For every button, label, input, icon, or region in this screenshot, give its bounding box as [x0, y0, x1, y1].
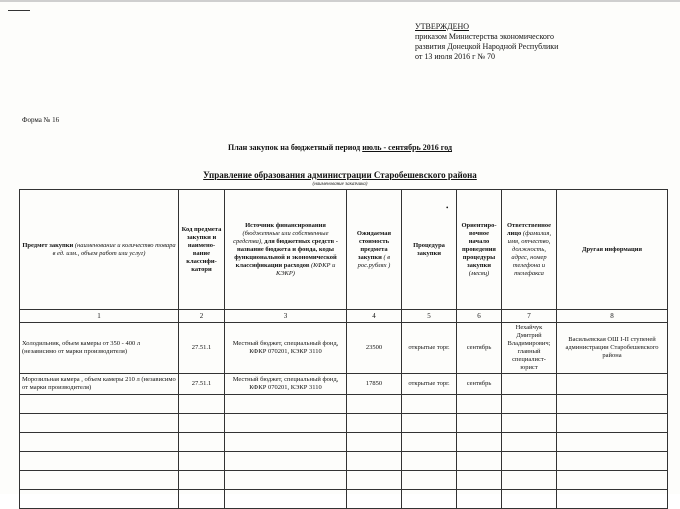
plan-title-prefix: План закупок на бюджетный период [227, 143, 361, 152]
empty-row [20, 471, 668, 490]
empty-row [20, 490, 668, 509]
cell-procedure: открытые торг. [402, 323, 457, 374]
cell-start: сентябрь [457, 323, 502, 374]
cell-start: сентябрь [457, 374, 502, 395]
procurement-table [19, 189, 668, 509]
organization-name: Управление образования администрации Старобешевского района [203, 170, 477, 180]
cell-subject: Холодильник, объем камеры от 350 - 400 л (независимо от марки производителя) [20, 323, 179, 374]
cell-code: 27.51.1 [179, 374, 225, 395]
empty-row [20, 452, 668, 471]
approval-title: УТВЕРЖДЕНО [415, 22, 470, 31]
header-code: Код предмета закупки и наимено-вание классифи-катори [179, 190, 225, 310]
organization-note: (наименование заказчика) [312, 182, 368, 187]
header-subject: Предмет закупки (наименование и количество товара в ед. изм., объем работ или услуг) [20, 190, 179, 310]
cell-procedure: открытые торг. [402, 374, 457, 395]
header-responsible: Ответственное лицо (фамилия, имя, отчество, должность, адрес, номер телефона и телефакса [502, 190, 557, 310]
header-start: Ориентиро-вочное начало проведения процедуры закупки (месяц) [457, 190, 502, 310]
approval-line-2: развития Донецкой Народной Республики [415, 42, 559, 51]
cell-other: Васильевская ОШ I-II ступеней администрации Старобешевского района [557, 323, 668, 374]
cell-subject: Морозильная камера , объем камеры 210 л (независимо от марки производителя) [20, 374, 179, 395]
table-row [20, 323, 668, 374]
cell-funding: Местный бюджет, специальный фонд, КФКР 070201, КЭКР 3110 [225, 323, 347, 374]
empty-row [20, 414, 668, 433]
plan-period: июль - сентябрь 2016 год [362, 143, 453, 152]
cell-code: 27.51.1 [179, 323, 225, 374]
column-number: 5 [402, 310, 457, 323]
cell-responsible: Нехайчук Дмитрий Владимирович; главный специалист-юрист [502, 323, 557, 374]
approval-stamp [415, 22, 558, 62]
approval-line-1: приказом Министерства экономического [415, 32, 554, 41]
header-funding: Источник финансирования (бюджетные или собственные средства), для бюджетных средств - название бюджета и фонда, коды функциональной и экономической классификации расходов (КФКР и КЭКР) [225, 190, 347, 310]
empty-row [20, 433, 668, 452]
column-number: 1 [20, 310, 179, 323]
header-cost: Ожидаемая стоимость предмета закупки ( в рос.рублях ) [347, 190, 402, 310]
cell-responsible [502, 374, 557, 395]
column-number-row [20, 310, 668, 323]
column-number: 8 [557, 310, 668, 323]
cell-cost: 23500 [347, 323, 402, 374]
column-number: 6 [457, 310, 502, 323]
scan-mark [8, 10, 30, 11]
column-number: 3 [225, 310, 347, 323]
stray-mark: • [446, 204, 449, 212]
column-number: 4 [347, 310, 402, 323]
column-number: 7 [502, 310, 557, 323]
cell-funding: Местный бюджет, специальный фонд, КФКР 070201, КЭКР 3110 [225, 374, 347, 395]
approval-line-3: от 13 июля 2016 г № 70 [415, 52, 496, 61]
header-procedure: Процедура закупки [402, 190, 457, 310]
cell-cost: 17850 [347, 374, 402, 395]
table-row [20, 374, 668, 395]
form-number: Форма № 16 [22, 116, 60, 124]
column-number: 2 [179, 310, 225, 323]
scan-edge [0, 0, 680, 2]
cell-other [557, 374, 668, 395]
table-header-row [20, 190, 668, 310]
empty-row [20, 395, 668, 414]
plan-title [0, 143, 680, 152]
header-other: Другая информация [557, 190, 668, 310]
